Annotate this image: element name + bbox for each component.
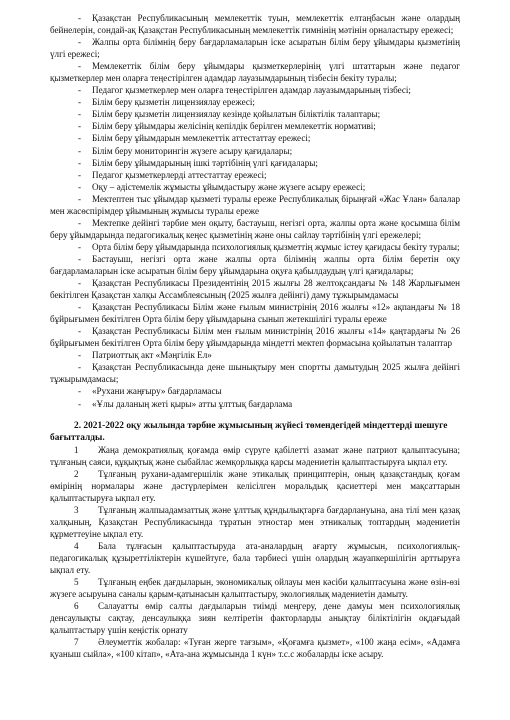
dash-bullet: - [78, 157, 82, 168]
task-text: Тұлғаның жалпыадамзаттық және ұлттық құндылықтарға бағдарлануына, ана тілі мен қазақ халқының, Қазақстан Республикасында тұратын этностар мен этникалық топтардың мәдениетін құрметтеуіне ықпал ету. [50, 504, 460, 539]
task-item [50, 468, 460, 504]
task-text: Тұлғаның еңбек дағдыларын, экономикалық ойлауы мен кәсіби қалыптасуына және өзін-өзі жүзеге асыруына саналы қарым-қатынасын қалыптастыру, экологиялық мәдениетін дамыту. [50, 577, 460, 600]
dash-bullet: - [78, 193, 82, 204]
dash-bullet: - [78, 386, 82, 397]
regulation-item: - Білім беру қызметін лицензиялау ережесі; [78, 97, 255, 108]
task-item [50, 444, 460, 468]
tasks-list [50, 444, 460, 661]
regulation-item: - Педагог қызметкерлер мен оларға теңестірілген адамдар лауазымдарының тізбесі; [78, 85, 411, 96]
task-number: 7 [74, 637, 79, 648]
dash-bullet: - [78, 133, 82, 144]
dash-bullet: - [78, 121, 82, 132]
regulation-item: - Мектептен тыс ұйымдар қызметі туралы ереже Республикалық бірыңғай «Жас Ұлан» балалар мен жасөспірімдер ұйымының жұмысы туралы ереже [50, 193, 460, 216]
dash-bullet: - [78, 241, 82, 252]
regulations-list [50, 12, 460, 410]
section-heading: 2. 2021-2022 оқу жылында тәрбие жұмысының жүйесі төмендегідей міндеттерді шешуге бағытталды. [50, 420, 448, 443]
task-text: Әлеуметтік жобалар: «Туған жерге тағзым», «Қоғамға қызмет», «100 жаңа есім», «Адамға қуаныш сыйла», «100 кітап», «Ата-ана жұмысында 1 күн» т.с.с жобаларды іске асыру. [50, 637, 460, 660]
task-text: Бала тұлғасын қалыптастыруда ата-аналардың ағарту жұмысын, психологиялық-педагогикалық құзыреттіліктерін күшейтуге, бала тәрбиесі үшін олардың жауапкершілігін арттыруға ықпал ету. [50, 540, 460, 576]
task-item [50, 576, 460, 600]
task-text: Жаңа демократиялық қоғамда өмір сүруге қабілетті азамат және патриот қалыптасуына; тұлғаның саяси, құқықтық және сыбайлас жемқорлыққа қарсы мәдениетін қалыптастыруға ықпал ету. [50, 444, 460, 467]
task-text: Тұлғаның рухани-адамгершілік және этикалық принциптерін, оның қазақстандық қоғам өмірінің нормалары және дәстүрлерімен келісілген моральдық қасиеттері мен мақсаттарын қалыптастыруға ықпал ету. [50, 468, 460, 503]
regulation-item: - Оқу – әдістемелік жұмысты ұйымдастыру және жүзеге асыру ережесі; [78, 181, 366, 192]
dash-bullet: - [78, 37, 82, 48]
regulation-item: - Қазақстан Республикасы Білім мен ғылым министрінің 2016 жылғы «14» қаңтардағы № 26 бұйрығымен бекітілген Орта білім беру ұйымдарында міндетті мектеп формасына қойылатын талаптар [50, 326, 460, 349]
task-number: 5 [74, 577, 79, 588]
dash-bullet: - [78, 169, 82, 180]
task-number: 3 [74, 504, 79, 515]
spacer [50, 410, 460, 420]
regulation-item: - Білім беру ұйымдары желісінің кепілдік берілген мемлекеттік нормативі; [78, 121, 376, 132]
regulation-item: - Бастауыш, негізгі орта және жалпы орта білімнің жалпы орта білім беретін оқу бағдарламаларын іске асыратын білім беру ұйымдарына оқуға қабылдаудың үлгі қағидалары; [50, 253, 460, 276]
task-item [50, 540, 460, 576]
task-text: Салауатты өмір салты дағдыларын тиімді меңгеру, дене дамуы мен психологиялық денсаулықты сақтау, денсаулыққа зиян келтіретін факторларды анықтау біліктілігін оқдағыдай қалыптастыру үшін кеңістік орнату [50, 601, 460, 636]
regulation-item: - «Рухани жаңғыру» бағдарламасы [78, 386, 222, 397]
dash-bullet: - [78, 145, 82, 156]
regulation-item: - Қазақстан Республикасының мемлекеттік туын, мемлекеттік елтаңбасын және олардың бейнелерін, сондай-ақ Қазақстан Республикасының мемлекеттік гимнінің мәтінін орналастыру ережесі; [50, 13, 460, 36]
regulation-item: - Мемлекеттік білім беру ұйымдары қызметкерлерінің үлгі штаттарын және педагог қызметкерлер мен оларға теңестірілген адамдар лауазымдарының тізбесін бекіту туралы; [50, 61, 460, 84]
dash-bullet: - [78, 85, 82, 96]
regulation-item: - Білім беру қызметін лицензиялау кезінде қойылатын біліктілік талаптары; [78, 109, 381, 120]
dash-bullet: - [78, 350, 82, 361]
regulation-item: - «Ұлы даланың жеті қыры» атты ұлттық бағдарлама [78, 398, 293, 409]
task-number: 1 [74, 444, 79, 455]
regulation-item: - Білім беру мониторингін жүзеге асыру қағидалары; [78, 145, 293, 156]
task-item [50, 600, 460, 636]
regulation-item: - Білім беру ұйымдарының ішкі тәртібінің үлгі қағидалары; [78, 157, 318, 168]
regulation-item: - Педагог қызметкерлерді аттестаттау ережесі; [78, 169, 267, 180]
regulation-item: - Білім беру ұйымдарын мемлекеттік аттестаттау ережесі; [78, 133, 311, 144]
dash-bullet: - [78, 253, 82, 264]
task-item [50, 636, 460, 660]
task-number: 2 [74, 468, 79, 479]
regulation-item: - Патриоттық акт «Мәңгілік Ел» [78, 350, 212, 361]
dash-bullet: - [78, 181, 82, 192]
regulation-item: - Қазақстан Республикасы Білім және ғылым министрінің 2016 жылғы «12» ақпандағы № 18 бұйрығымен бекітілген Орта білім беру ұйымдарына сынып жетекшілігі туралы ереже [50, 302, 460, 325]
regulation-item: - Қазақстан Республикасы Президентінің 2015 жылғы 28 желтоқсандағы № 148 Жарлығымен бекітілген Қазақстан халқы Ассамблеясының (2025 жылға дейінгі) даму тұжырымдамасы [50, 278, 460, 301]
dash-bullet: - [78, 398, 82, 409]
regulation-item: - Мектепке дейінгі тәрбие мен оқыту, бастауыш, негізгі орта, жалпы орта және қосымша білім беру ұйымдарында педагогикалық кеңес қызметінің және оны сайлау тәртібінің үлгі ережелері; [50, 217, 460, 240]
task-number: 6 [74, 601, 79, 612]
dash-bullet: - [78, 61, 82, 72]
task-number: 4 [74, 540, 79, 551]
dash-bullet: - [78, 302, 82, 313]
dash-bullet: - [78, 217, 82, 228]
task-item [50, 504, 460, 540]
regulation-item: - Қазақстан Республикасында дене шынықтыру мен спортты дамытудың 2025 жылға дейінгі тұжырымдамасы; [50, 362, 460, 385]
dash-bullet: - [78, 109, 82, 120]
dash-bullet: - [78, 362, 82, 373]
regulation-item: - Орта білім беру ұйымдарында психологиялық қызметтің жұмыс істеу қағидасы бекіту туралы; [78, 241, 460, 252]
dash-bullet: - [78, 326, 82, 337]
regulation-item: - Жалпы орта білімнің беру бағдарламаларын іске асыратын білім беру ұйымдары қызметінің үлгі ережесі; [50, 37, 460, 60]
dash-bullet: - [78, 97, 82, 108]
dash-bullet: - [78, 278, 82, 289]
dash-bullet: - [78, 13, 82, 23]
